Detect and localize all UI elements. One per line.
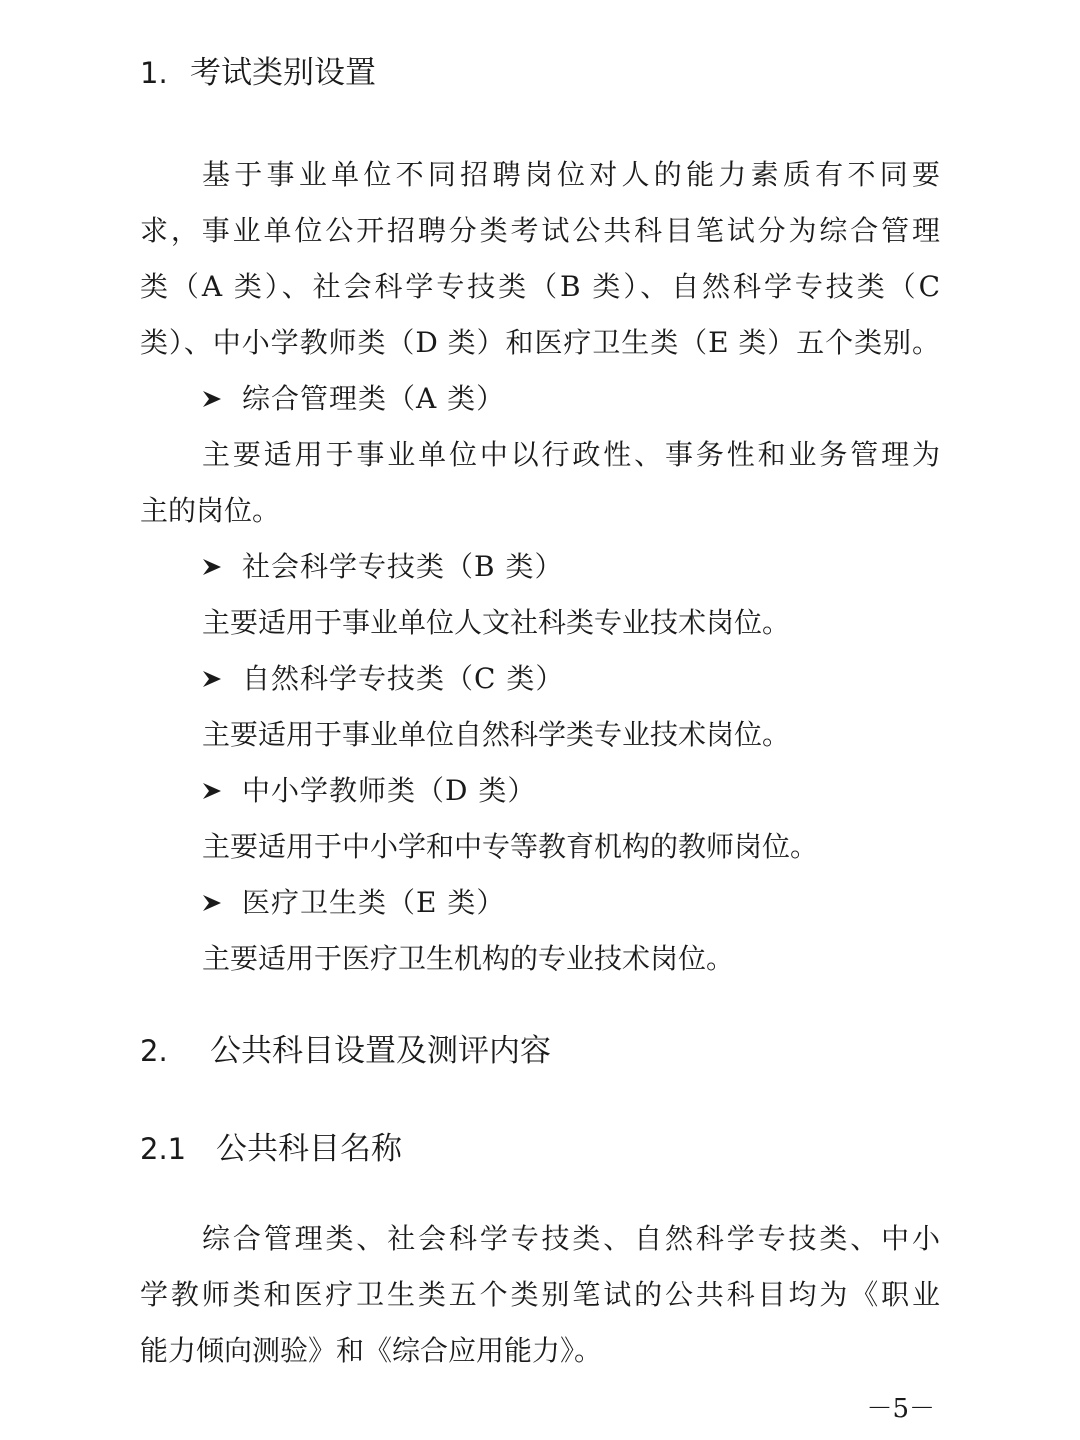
category-a-item bbox=[202, 380, 505, 418]
intro-line-2: 求，事业单位公开招聘分类考试公共科目笔试分为综合管理 bbox=[140, 214, 940, 247]
category-b-description: 主要适用于事业单位人文社科类专业技术岗位。 bbox=[202, 606, 791, 639]
category-d-label: 中小学教师类（D 类） bbox=[242, 774, 537, 807]
category-e-label: 医疗卫生类（E 类） bbox=[242, 886, 506, 919]
category-d-item bbox=[202, 772, 536, 810]
arrowhead-bullet-icon bbox=[202, 772, 226, 810]
category-a-description-line-2: 主的岗位。 bbox=[140, 494, 281, 527]
category-a-description-line-1: 主要适用于事业单位中以行政性、事务性和业务管理为 bbox=[202, 438, 940, 471]
category-e-description: 主要适用于医疗卫生机构的专业技术岗位。 bbox=[202, 942, 735, 975]
section-2-1-number: 2.1 bbox=[140, 1132, 187, 1166]
section-2-number: 2. bbox=[140, 1034, 168, 1068]
category-e-item bbox=[202, 884, 505, 922]
section-2-1-title: 公共科目名称 bbox=[216, 1131, 402, 1167]
subjects-line-3: 能力倾向测验》和《综合应用能力》。 bbox=[140, 1334, 603, 1367]
arrowhead-bullet-icon bbox=[202, 380, 226, 418]
category-a-label: 综合管理类（A 类） bbox=[242, 382, 506, 415]
intro-line-4: 类）、中小学教师类（D 类）和医疗卫生类（E 类）五个类别。 bbox=[140, 326, 940, 359]
arrowhead-bullet-icon bbox=[202, 548, 226, 586]
category-b-item bbox=[202, 548, 563, 586]
intro-line-3: 类（A 类）、社会科学专技类（B 类）、自然科学专技类（C bbox=[140, 270, 940, 303]
category-c-description: 主要适用于事业单位自然科学类专业技术岗位。 bbox=[202, 718, 791, 751]
intro-line-1: 基于事业单位不同招聘岗位对人的能力素质有不同要 bbox=[202, 158, 940, 191]
section-1-title: 考试类别设置 bbox=[190, 55, 376, 91]
subjects-line-2: 学教师类和医疗卫生类五个类别笔试的公共科目均为《职业 bbox=[140, 1278, 940, 1311]
category-c-item bbox=[202, 660, 564, 698]
category-b-label: 社会科学专技类（B 类） bbox=[242, 550, 564, 583]
arrowhead-bullet-icon bbox=[202, 884, 226, 922]
category-c-label: 自然科学专技类（C 类） bbox=[242, 662, 565, 695]
section-1-number: 1. bbox=[140, 56, 168, 90]
section-2-title: 公共科目设置及测评内容 bbox=[210, 1033, 551, 1069]
page-number: －5－ bbox=[866, 1394, 935, 1424]
arrowhead-bullet-icon bbox=[202, 660, 226, 698]
subjects-line-1: 综合管理类、社会科学专技类、自然科学专技类、中小 bbox=[202, 1222, 940, 1255]
category-d-description: 主要适用于中小学和中专等教育机构的教师岗位。 bbox=[202, 830, 819, 863]
